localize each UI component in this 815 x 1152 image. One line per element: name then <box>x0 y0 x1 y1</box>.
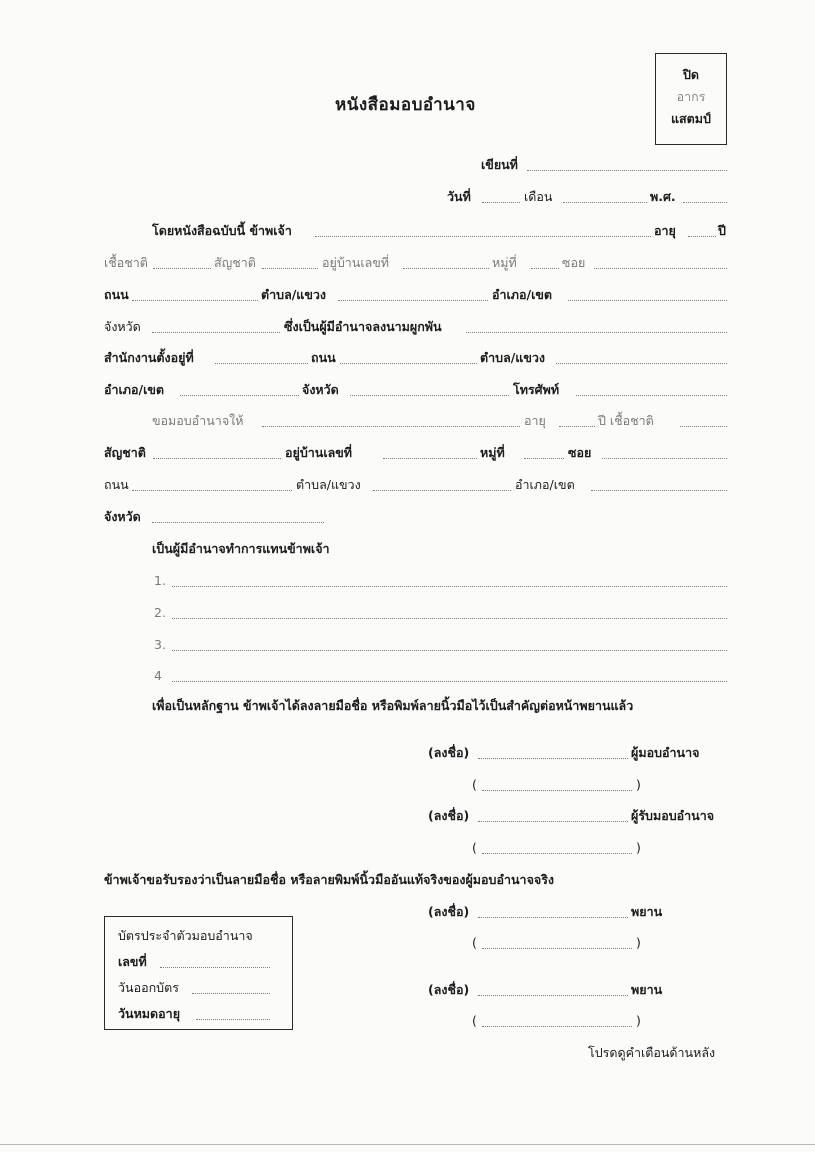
grantee-province-label: จังหวัด <box>104 509 141 524</box>
office-district-field[interactable] <box>180 395 299 396</box>
close-paren: ) <box>636 1013 641 1028</box>
grantee-soi-label: ซอย <box>568 445 592 460</box>
office-district-label: อำเภอ/เขต <box>104 382 165 397</box>
grantee-soi-field[interactable] <box>602 458 727 459</box>
grantee-age-label: อายุ <box>524 413 546 428</box>
stamp-label-duty: อากร <box>676 89 706 104</box>
grantor-subdistrict-field[interactable] <box>338 300 488 301</box>
close-paren: ) <box>636 840 641 855</box>
office-phone-label: โทรศัพท์ <box>513 382 560 397</box>
id-expiry-label: วันหมดอายุ <box>118 1006 181 1021</box>
grantor-house-no-field[interactable] <box>403 268 489 269</box>
grantee-years-race-label: ปี เชื้อชาติ <box>598 413 654 428</box>
office-road-field[interactable] <box>340 363 477 364</box>
witness2-role-label: พยาน <box>631 982 663 997</box>
act-number: 4 <box>154 668 162 683</box>
grantor-district-field[interactable] <box>568 300 727 301</box>
grantor-race-label: เชื้อชาติ <box>104 255 148 270</box>
id-issued-label: วันออกบัตร <box>118 980 179 995</box>
grantee-district-field[interactable] <box>591 490 727 491</box>
grantor-road-field[interactable] <box>132 300 258 301</box>
certification-statement: ข้าพเจ้าขอรับรองว่าเป็นลายมือชื่อ หรือลายพิมพ์นิ้วมืออันแท้จริงของผู้มอบอำนาจจริง <box>104 872 555 887</box>
grantor-years-label: ปี <box>718 223 726 238</box>
grantee-intro-label: ขอมอบอำนาจให้ <box>152 413 244 428</box>
date-month-field[interactable] <box>563 202 647 203</box>
witness1-signature-field[interactable] <box>478 917 628 918</box>
grantee-house-no-label: อยู่บ้านเลขที่ <box>285 445 353 460</box>
act-field-1[interactable] <box>172 586 727 587</box>
grantor-moo-field[interactable] <box>531 268 559 269</box>
see-back-note: โปรดดูคำเตือนด้านหลัง <box>588 1045 716 1060</box>
grantor-printed-name-field[interactable] <box>482 790 632 791</box>
page-bottom-edge <box>0 1144 815 1145</box>
grantor-age-field[interactable] <box>688 236 716 237</box>
stamp-label-stamp: แสตมป์ <box>671 111 711 126</box>
grantor-province-label: จังหวัด <box>104 319 141 334</box>
grantee-name-field[interactable] <box>262 426 520 427</box>
grantor-nationality-label: สัญชาติ <box>214 255 256 270</box>
authorized-signer-field[interactable] <box>466 332 727 333</box>
revenue-stamp-box <box>655 53 727 145</box>
act-field-4[interactable] <box>172 681 727 682</box>
grantee-nationality-field[interactable] <box>153 458 281 459</box>
date-day-field[interactable] <box>482 202 520 203</box>
act-field-3[interactable] <box>172 650 727 651</box>
id-number-label: เลขที่ <box>118 954 147 969</box>
grantor-age-label: อายุ <box>654 223 676 238</box>
office-province-label: จังหวัด <box>302 382 339 397</box>
witness2-printed-name-field[interactable] <box>482 1026 632 1027</box>
id-card-title: บัตรประจำตัวมอบอำนาจ <box>118 928 253 943</box>
open-paren: ( <box>472 840 477 855</box>
grantee-race-field[interactable] <box>680 426 727 427</box>
office-province-field[interactable] <box>350 395 509 396</box>
office-phone-field[interactable] <box>576 395 727 396</box>
date-year-field[interactable] <box>683 202 727 203</box>
grantee-moo-field[interactable] <box>524 458 564 459</box>
id-number-field[interactable] <box>160 967 270 968</box>
grantee-district-label: อำเภอ/เขต <box>515 477 575 492</box>
grantor-name-field[interactable] <box>315 236 651 237</box>
grantee-nationality-label: สัญชาติ <box>104 445 146 460</box>
grantee-printed-name-field[interactable] <box>482 853 632 854</box>
grantor-road-label: ถนน <box>104 287 129 302</box>
grantor-race-field[interactable] <box>153 268 211 269</box>
witness1-role-label: พยาน <box>631 904 663 919</box>
sign-label: (ลงชื่อ) <box>428 904 470 919</box>
grantee-road-label: ถนน <box>104 477 129 492</box>
sign-label: (ลงชื่อ) <box>428 808 470 823</box>
grantee-moo-label: หมู่ที่ <box>480 445 505 460</box>
grantor-district-label: อำเภอ/เขต <box>492 287 553 302</box>
open-paren: ( <box>472 777 477 792</box>
grantor-signature-field[interactable] <box>478 758 628 759</box>
id-issued-field[interactable] <box>192 993 270 994</box>
witness1-printed-name-field[interactable] <box>482 948 632 949</box>
grantor-moo-label: หมู่ที่ <box>492 255 517 270</box>
grantor-role-label: ผู้มอบอำนาจ <box>631 745 700 760</box>
month-label: เดือน <box>524 189 553 204</box>
act-number: 1. <box>154 573 166 588</box>
written-at-label: เขียนที่ <box>481 157 518 172</box>
authorized-signer-label: ซึ่งเป็นผู้มีอำนาจลงนามผูกพัน <box>284 319 442 334</box>
grantor-subdistrict-label: ตำบล/แขวง <box>261 287 327 302</box>
grantee-road-field[interactable] <box>132 490 292 491</box>
witness2-signature-field[interactable] <box>478 995 628 996</box>
stamp-label-affix: ปิด <box>682 67 700 82</box>
open-paren: ( <box>472 935 477 950</box>
date-label: วันที่ <box>447 189 471 204</box>
grantee-province-field[interactable] <box>152 522 324 523</box>
grantor-intro-label: โดยหนังสือฉบับนี้ ข้าพเจ้า <box>152 223 292 238</box>
act-number: 3. <box>154 637 166 652</box>
grantee-house-no-field[interactable] <box>383 458 477 459</box>
grantor-soi-field[interactable] <box>594 268 727 269</box>
grantor-soi-label: ซอย <box>562 255 586 270</box>
sign-label: (ลงชื่อ) <box>428 982 470 997</box>
grantee-signature-field[interactable] <box>478 821 628 822</box>
act-number: 2. <box>154 605 166 620</box>
grantee-age-field[interactable] <box>559 426 595 427</box>
year-label: พ.ศ. <box>650 189 676 204</box>
office-road-label: ถนน <box>311 350 336 365</box>
grantee-subdistrict-label: ตำบล/แขวง <box>296 477 361 492</box>
acts-heading: เป็นผู้มีอำนาจทำการแทนข้าพเจ้า <box>152 541 330 556</box>
act-field-2[interactable] <box>172 618 727 619</box>
office-subdistrict-field[interactable] <box>556 363 727 364</box>
grantee-role-label: ผู้รับมอบอำนาจ <box>631 808 715 823</box>
office-at-field[interactable] <box>215 363 308 364</box>
written-at-field[interactable] <box>527 170 727 171</box>
office-at-label: สำนักงานตั้งอยู่ที่ <box>104 350 194 365</box>
evidence-statement: เพื่อเป็นหลักฐาน ข้าพเจ้าได้ลงลายมือชื่อ หรือพิมพ์ลายนิ้วมือไว้เป็นสำคัญต่อหน้าพยานแล้ว <box>152 698 634 713</box>
form-title: หนังสือมอบอำนาจ <box>335 95 476 115</box>
id-expiry-field[interactable] <box>196 1019 270 1020</box>
close-paren: ) <box>636 777 641 792</box>
sign-label: (ลงชื่อ) <box>428 745 470 760</box>
open-paren: ( <box>472 1013 477 1028</box>
grantor-province-field[interactable] <box>152 332 280 333</box>
grantor-house-no-label: อยู่บ้านเลขที่ <box>322 255 390 270</box>
close-paren: ) <box>636 935 641 950</box>
office-subdistrict-label: ตำบล/แขวง <box>480 350 546 365</box>
grantee-subdistrict-field[interactable] <box>373 490 511 491</box>
grantor-nationality-field[interactable] <box>262 268 318 269</box>
